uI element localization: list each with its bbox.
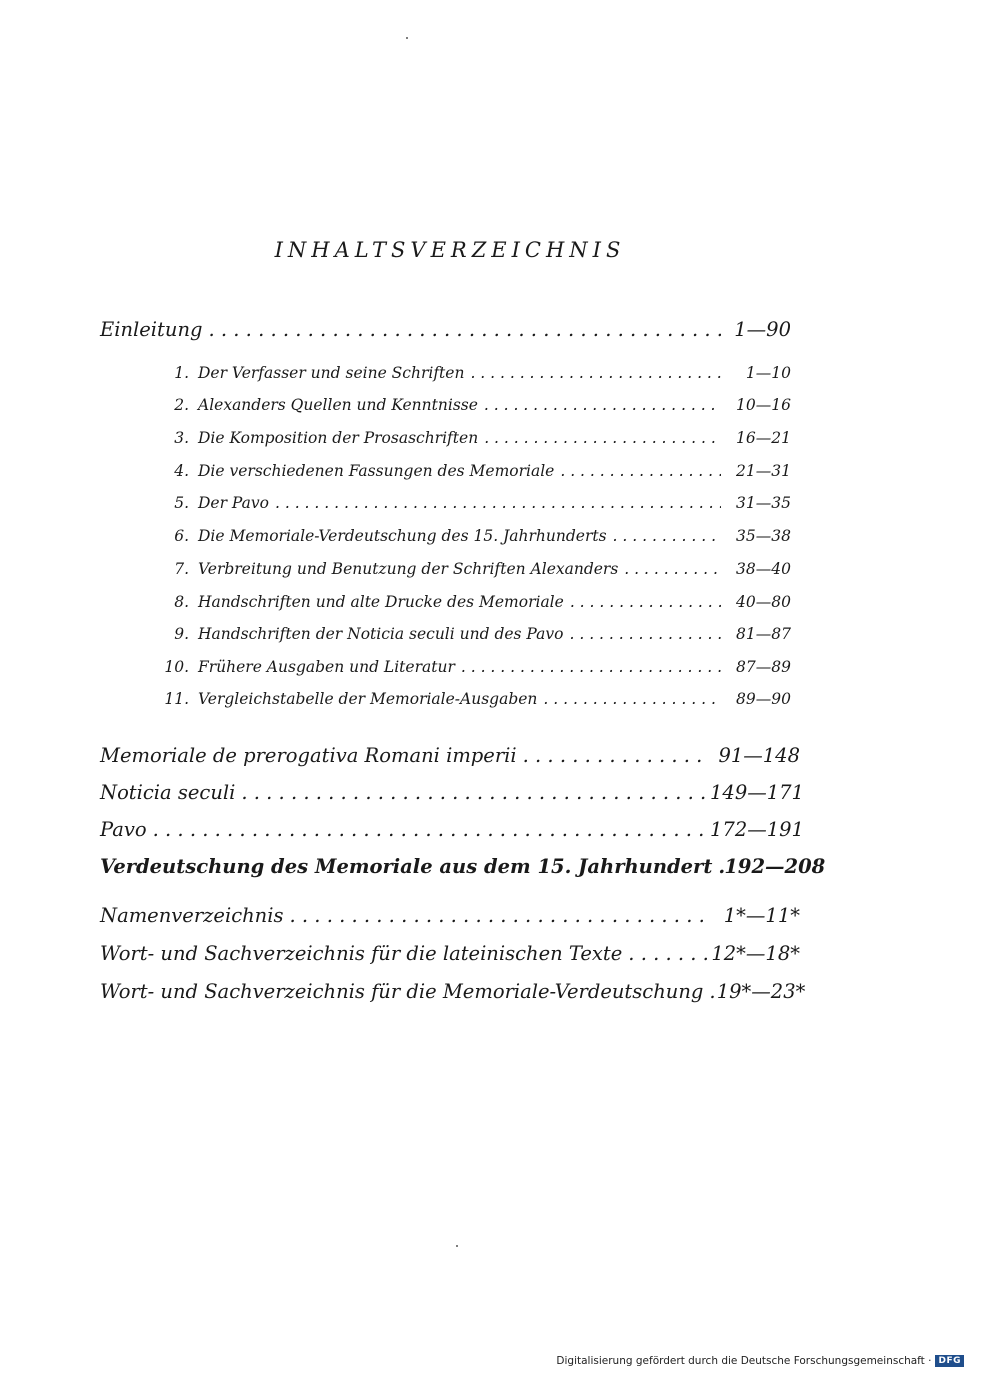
- dot-leader: [570, 593, 721, 611]
- toc-entry-pages: 12*—18*: [711, 942, 800, 965]
- dot-leader: [523, 744, 710, 767]
- dot-leader: [560, 462, 721, 480]
- toc-entry-label: Namenverzeichnis: [100, 904, 284, 927]
- chapter-label: Handschriften und alte Drucke des Memoriale: [198, 593, 564, 611]
- toc-entry-label: Einleitung: [100, 318, 203, 341]
- dot-leader: [613, 527, 721, 545]
- toc-entry-pages: 192—208: [724, 855, 826, 878]
- chapter-number: 5.: [174, 494, 189, 512]
- chapter-number: 8.: [174, 593, 189, 611]
- toc-entry-label: Memoriale de prerogativa Romani imperii: [100, 744, 517, 767]
- chapter-pages: 89—90: [736, 690, 791, 708]
- chapter-number: 10.: [164, 658, 189, 676]
- toc-entry-index: [100, 904, 800, 927]
- dot-leader: [290, 904, 711, 927]
- chapter-label: Die Memoriale-Verdeutschung des 15. Jahrhunderts: [198, 527, 607, 545]
- toc-entry-label: Noticia seculi: [100, 781, 236, 804]
- chapter-number: 3.: [174, 429, 189, 447]
- dot-leader: [461, 658, 721, 676]
- digitization-credit: [556, 1355, 964, 1367]
- chapter-pages: 21—31: [736, 462, 791, 480]
- dot-leader: [208, 318, 721, 341]
- chapter-label: Handschriften der Noticia seculi und des Pavo: [198, 625, 564, 643]
- toc-chapter: [163, 527, 791, 545]
- chapter-number: 1.: [174, 364, 189, 382]
- toc-chapter: [163, 593, 791, 611]
- chapter-label: Die Komposition der Prosaschriften: [198, 429, 479, 447]
- chapter-label: Vergleichstabelle der Memoriale-Ausgaben: [198, 690, 538, 708]
- dot-leader: [624, 560, 721, 578]
- toc-entry-text: [100, 781, 804, 804]
- toc-chapter: [163, 364, 791, 382]
- chapter-number: 6.: [174, 527, 189, 545]
- chapter-number: 11.: [164, 690, 189, 708]
- chapter-label: Alexanders Quellen und Kenntnisse: [198, 396, 478, 414]
- toc-entry-index: [100, 942, 800, 965]
- toc-chapter: [163, 690, 791, 708]
- toc-entry-label: Wort- und Sachverzeichnis für die lateinischen Texte: [100, 942, 623, 965]
- dot-leader: [628, 942, 710, 965]
- dot-leader: [484, 396, 721, 414]
- toc-entry-text: [100, 818, 804, 841]
- chapter-label: Frühere Ausgaben und Literatur: [198, 658, 455, 676]
- chapter-number: 9.: [174, 625, 189, 643]
- toc-entry-einleitung: [100, 318, 791, 341]
- toc-entry-label: Pavo: [100, 818, 147, 841]
- page-title: INHALTSVERZEICHNIS: [274, 238, 626, 262]
- dot-leader: [275, 494, 721, 512]
- chapter-label: Der Verfasser und seine Schriften: [198, 364, 465, 382]
- chapter-pages: 31—35: [736, 494, 791, 512]
- chapter-pages: 38—40: [736, 560, 791, 578]
- toc-entry-pages: 172—191: [710, 818, 804, 841]
- toc-chapter: [163, 560, 791, 578]
- credit-text: Digitalisierung gefördert durch die Deutsche Forschungsgemeinschaft ·: [556, 1355, 932, 1367]
- toc-entry-pages: 91—148: [718, 744, 800, 767]
- chapter-number: 4.: [174, 462, 189, 480]
- chapter-pages: 40—80: [736, 593, 791, 611]
- toc-entry-text: [100, 744, 800, 767]
- chapter-pages: 10—16: [736, 396, 791, 414]
- scan-speck: [406, 37, 408, 39]
- dot-leader: [570, 625, 722, 643]
- toc-chapter: [163, 494, 791, 512]
- chapter-number: 7.: [174, 560, 189, 578]
- chapter-pages: 81—87: [736, 625, 791, 643]
- toc-chapter: [163, 429, 791, 447]
- dot-leader: [543, 690, 721, 708]
- toc-entry-pages: 19*—23*: [716, 980, 806, 1003]
- toc-entry-pages: 1*—11*: [723, 904, 800, 927]
- dot-leader: [153, 818, 710, 841]
- toc-chapter: [163, 625, 791, 643]
- dot-leader: [484, 429, 721, 447]
- chapter-label: Verbreitung und Benutzung der Schriften Alexanders: [198, 560, 619, 578]
- chapter-pages: 1—10: [745, 364, 791, 382]
- dot-leader: [470, 364, 721, 382]
- scan-speck: [456, 1245, 458, 1247]
- dfg-logo: DFG: [935, 1355, 964, 1367]
- toc-entry-pages: 149—171: [710, 781, 804, 804]
- toc-entry-label: Wort- und Sachverzeichnis für die Memoriale-Verdeutschung: [100, 980, 704, 1003]
- toc-chapter: [163, 462, 791, 480]
- chapter-label: Der Pavo: [198, 494, 269, 512]
- toc-entry-pages: 1—90: [734, 318, 791, 341]
- dot-leader: [241, 781, 710, 804]
- chapter-pages: 16—21: [736, 429, 791, 447]
- toc-entry-label: Verdeutschung des Memoriale aus dem 15. Jahrhundert: [100, 855, 713, 878]
- chapter-pages: 87—89: [736, 658, 791, 676]
- chapter-label: Die verschiedenen Fassungen des Memoriale: [198, 462, 555, 480]
- toc-entry-text: [100, 855, 826, 878]
- toc-entry-index: [100, 980, 806, 1003]
- toc-chapter: [163, 658, 791, 676]
- chapter-pages: 35—38: [736, 527, 791, 545]
- chapter-number: 2.: [174, 396, 189, 414]
- toc-chapter: [163, 396, 791, 414]
